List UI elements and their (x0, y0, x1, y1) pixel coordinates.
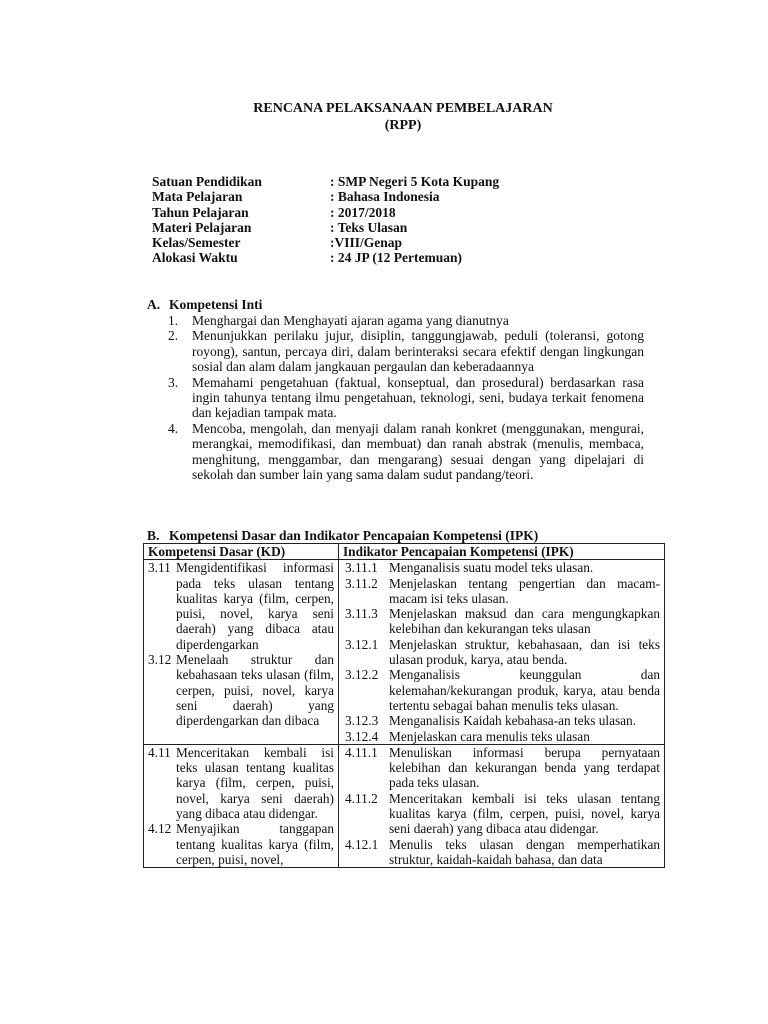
kd-entry (148, 745, 334, 821)
ipk-entry (343, 560, 660, 575)
kd-code: 4.11 (148, 744, 171, 760)
kd-entry (148, 560, 334, 652)
list-item (168, 313, 644, 328)
meta-row (152, 220, 499, 235)
section-a-letter: A. (147, 297, 161, 312)
doc-subtitle: (RPP) (384, 118, 422, 133)
meta-value: : SMP Negeri 5 Kota Kupang (330, 174, 500, 189)
ipk-code: 3.12.4 (345, 728, 379, 744)
section-b-heading (147, 528, 538, 543)
list-item-text: Menunjukkan perilaku jujur, disiplin, tanggungjawab, peduli (toleransi, gotong royong), santun, percaya diri, dalam berinteraksi secara efektif dengan lingkungan sosial dan alam dalam jangkauan pergaulan dan keberadaannya (192, 328, 644, 375)
list-item-text: Menghargai dan Menghayati ajaran agama yang dianutnya (192, 313, 509, 328)
ipk-code: 3.11.3 (345, 606, 378, 622)
meta-value: : Teks Ulasan (330, 219, 408, 235)
ipk-entry (343, 791, 660, 837)
ipk-entry (343, 729, 660, 744)
ipk-entry (343, 745, 660, 791)
kd-cell (144, 744, 339, 867)
kd-ipk-table (143, 543, 665, 868)
meta-label: Materi Pelajaran (152, 219, 252, 235)
kompetensi-inti-list (168, 313, 644, 482)
section-b-title: Kompetensi Dasar dan Indikator Pencapaian Kompetensi (IPK) (169, 528, 539, 543)
header-kd: Kompetensi Dasar (KD) (144, 544, 339, 560)
meta-value: : 24 JP (12 Pertemuan) (330, 250, 462, 266)
list-item-number: 3. (168, 374, 179, 390)
section-a-heading (147, 297, 262, 312)
meta-label: Tahun Pelajaran (152, 204, 249, 220)
list-item-number: 2. (168, 328, 179, 344)
ipk-cell (339, 560, 665, 745)
list-item (168, 375, 644, 421)
meta-label: Satuan Pendidikan (152, 174, 262, 189)
ipk-code: 3.11.1 (345, 560, 378, 576)
kd-entry (148, 821, 334, 867)
kd-text: Menelaah struktur dan kebahasaan teks ulasan (film, cerpen, puisi, novel, karya seni daerah) yang diperdengarkan dan dibaca (176, 652, 334, 729)
meta-value: : 2017/2018 (330, 204, 396, 220)
meta-row (152, 235, 499, 250)
ipk-code: 3.12.1 (345, 636, 379, 652)
list-item-number: 1. (168, 313, 179, 328)
list-item-text: Mencoba, mengolah, dan menyaji dalam ranah konkret (menggunakan, mengurai, merangkai, memodifikasi, dan membuat) dan ranah abstrak (menulis, membaca, menghitung, menggambar, dan mengarang) sesuai dengan yang dipelajari di sekolah dan sumber lain yang sama dalam sudut pandang/teori. (192, 420, 644, 483)
kd-code: 4.12 (148, 821, 172, 837)
header-ipk: Indikator Pencapaian Kompetensi (IPK) (339, 544, 665, 560)
meta-row (152, 250, 499, 265)
kd-code: 3.11 (148, 560, 171, 576)
table-row (144, 560, 665, 745)
ipk-entry (343, 606, 660, 637)
ipk-text: Menganalisis Kaidah kebahasa-an teks ulasan. (389, 713, 637, 729)
ipk-code: 3.12.2 (345, 667, 379, 683)
list-item-number: 4. (168, 420, 179, 436)
list-item (168, 328, 644, 374)
ipk-text: Menuliskan informasi berupa pernyataan kelebihan dan kekurangan benda yang terdapat pada teks ulasan. (389, 744, 660, 791)
ipk-entry (343, 713, 660, 728)
doc-title: RENCANA PELAKSANAAN PEMBELAJARAN (253, 101, 553, 116)
ipk-cell (339, 744, 665, 867)
list-item (168, 421, 644, 483)
meta-label: Mata Pelajaran (152, 189, 243, 205)
identity-block (152, 174, 499, 266)
ipk-code: 4.11.1 (345, 744, 378, 760)
kd-entry (148, 652, 334, 728)
ipk-text: Menjelaskan cara menulis teks ulasan (389, 728, 590, 744)
ipk-text: Menganalisis suatu model teks ulasan. (389, 560, 594, 576)
meta-value: : Bahasa Indonesia (330, 189, 440, 205)
meta-label: Kelas/Semester (152, 235, 241, 251)
ipk-text: Menulis teks ulasan dengan memperhatikan struktur, kaidah-kaidah bahasa, dan data (389, 836, 660, 867)
meta-value: :VIII/Genap (330, 235, 403, 251)
ipk-code: 4.11.2 (345, 790, 378, 806)
ipk-text: Menjelaskan tentang pengertian dan macam-macam isi teks ulasan. (389, 575, 660, 606)
ipk-text: Menjelaskan maksud dan cara mengungkapkan kelebihan dan kekurangan teks ulasan (389, 606, 660, 637)
ipk-text: Menjelaskan struktur, kebahasaan, dan isi teks ulasan produk, karya, atau benda. (389, 636, 660, 668)
ipk-text: Menganalisis keunggulan dan kelemahan/kekurangan produk, karya, atau benda tertentu sebagai bahan menulis teks ulasan. (389, 667, 660, 713)
meta-row (152, 174, 499, 189)
ipk-code: 4.12.1 (345, 836, 379, 852)
list-item-text: Memahami pengetahuan (faktual, konseptual, dan prosedural) berdasarkan rasa ingin tahunya tentang ilmu pengetahuan, teknologi, seni, budaya terkait fenomena dan kejadian tampak mata. (192, 374, 644, 421)
ipk-entry (343, 637, 660, 668)
kd-text: Menyajikan tanggapan tentang kualitas karya (film, cerpen, puisi, novel, (176, 821, 334, 867)
meta-label: Alokasi Waktu (152, 250, 238, 266)
table-header-row (144, 544, 665, 560)
meta-row (152, 205, 499, 220)
ipk-entry (343, 837, 660, 868)
ipk-entry (343, 576, 660, 607)
ipk-code: 3.12.3 (345, 713, 379, 729)
kd-text: Menceritakan kembali isi teks ulasan tentang kualitas karya (film, cerpen, puisi, novel, karya seni daerah) yang dibaca atau didengar. (176, 744, 334, 822)
kd-text: Mengidentifikasi informasi pada teks ulasan tentang kualitas karya (film, cerpen, puisi, novel, karya seni daerah) yang dibaca atau diperdengarkan (176, 560, 334, 652)
kd-cell (144, 560, 339, 745)
ipk-code: 3.11.2 (345, 575, 378, 591)
meta-row (152, 189, 499, 204)
ipk-entry (343, 667, 660, 713)
kd-code: 3.12 (148, 652, 172, 668)
section-b-letter: B. (147, 528, 160, 543)
table-row (144, 744, 665, 867)
ipk-text: Menceritakan kembali isi teks ulasan tentang kualitas karya (film, cerpen, puisi, novel, karya seni daerah) yang dibaca atau didengar. (389, 790, 660, 837)
section-a-title: Kompetensi Inti (169, 297, 263, 312)
